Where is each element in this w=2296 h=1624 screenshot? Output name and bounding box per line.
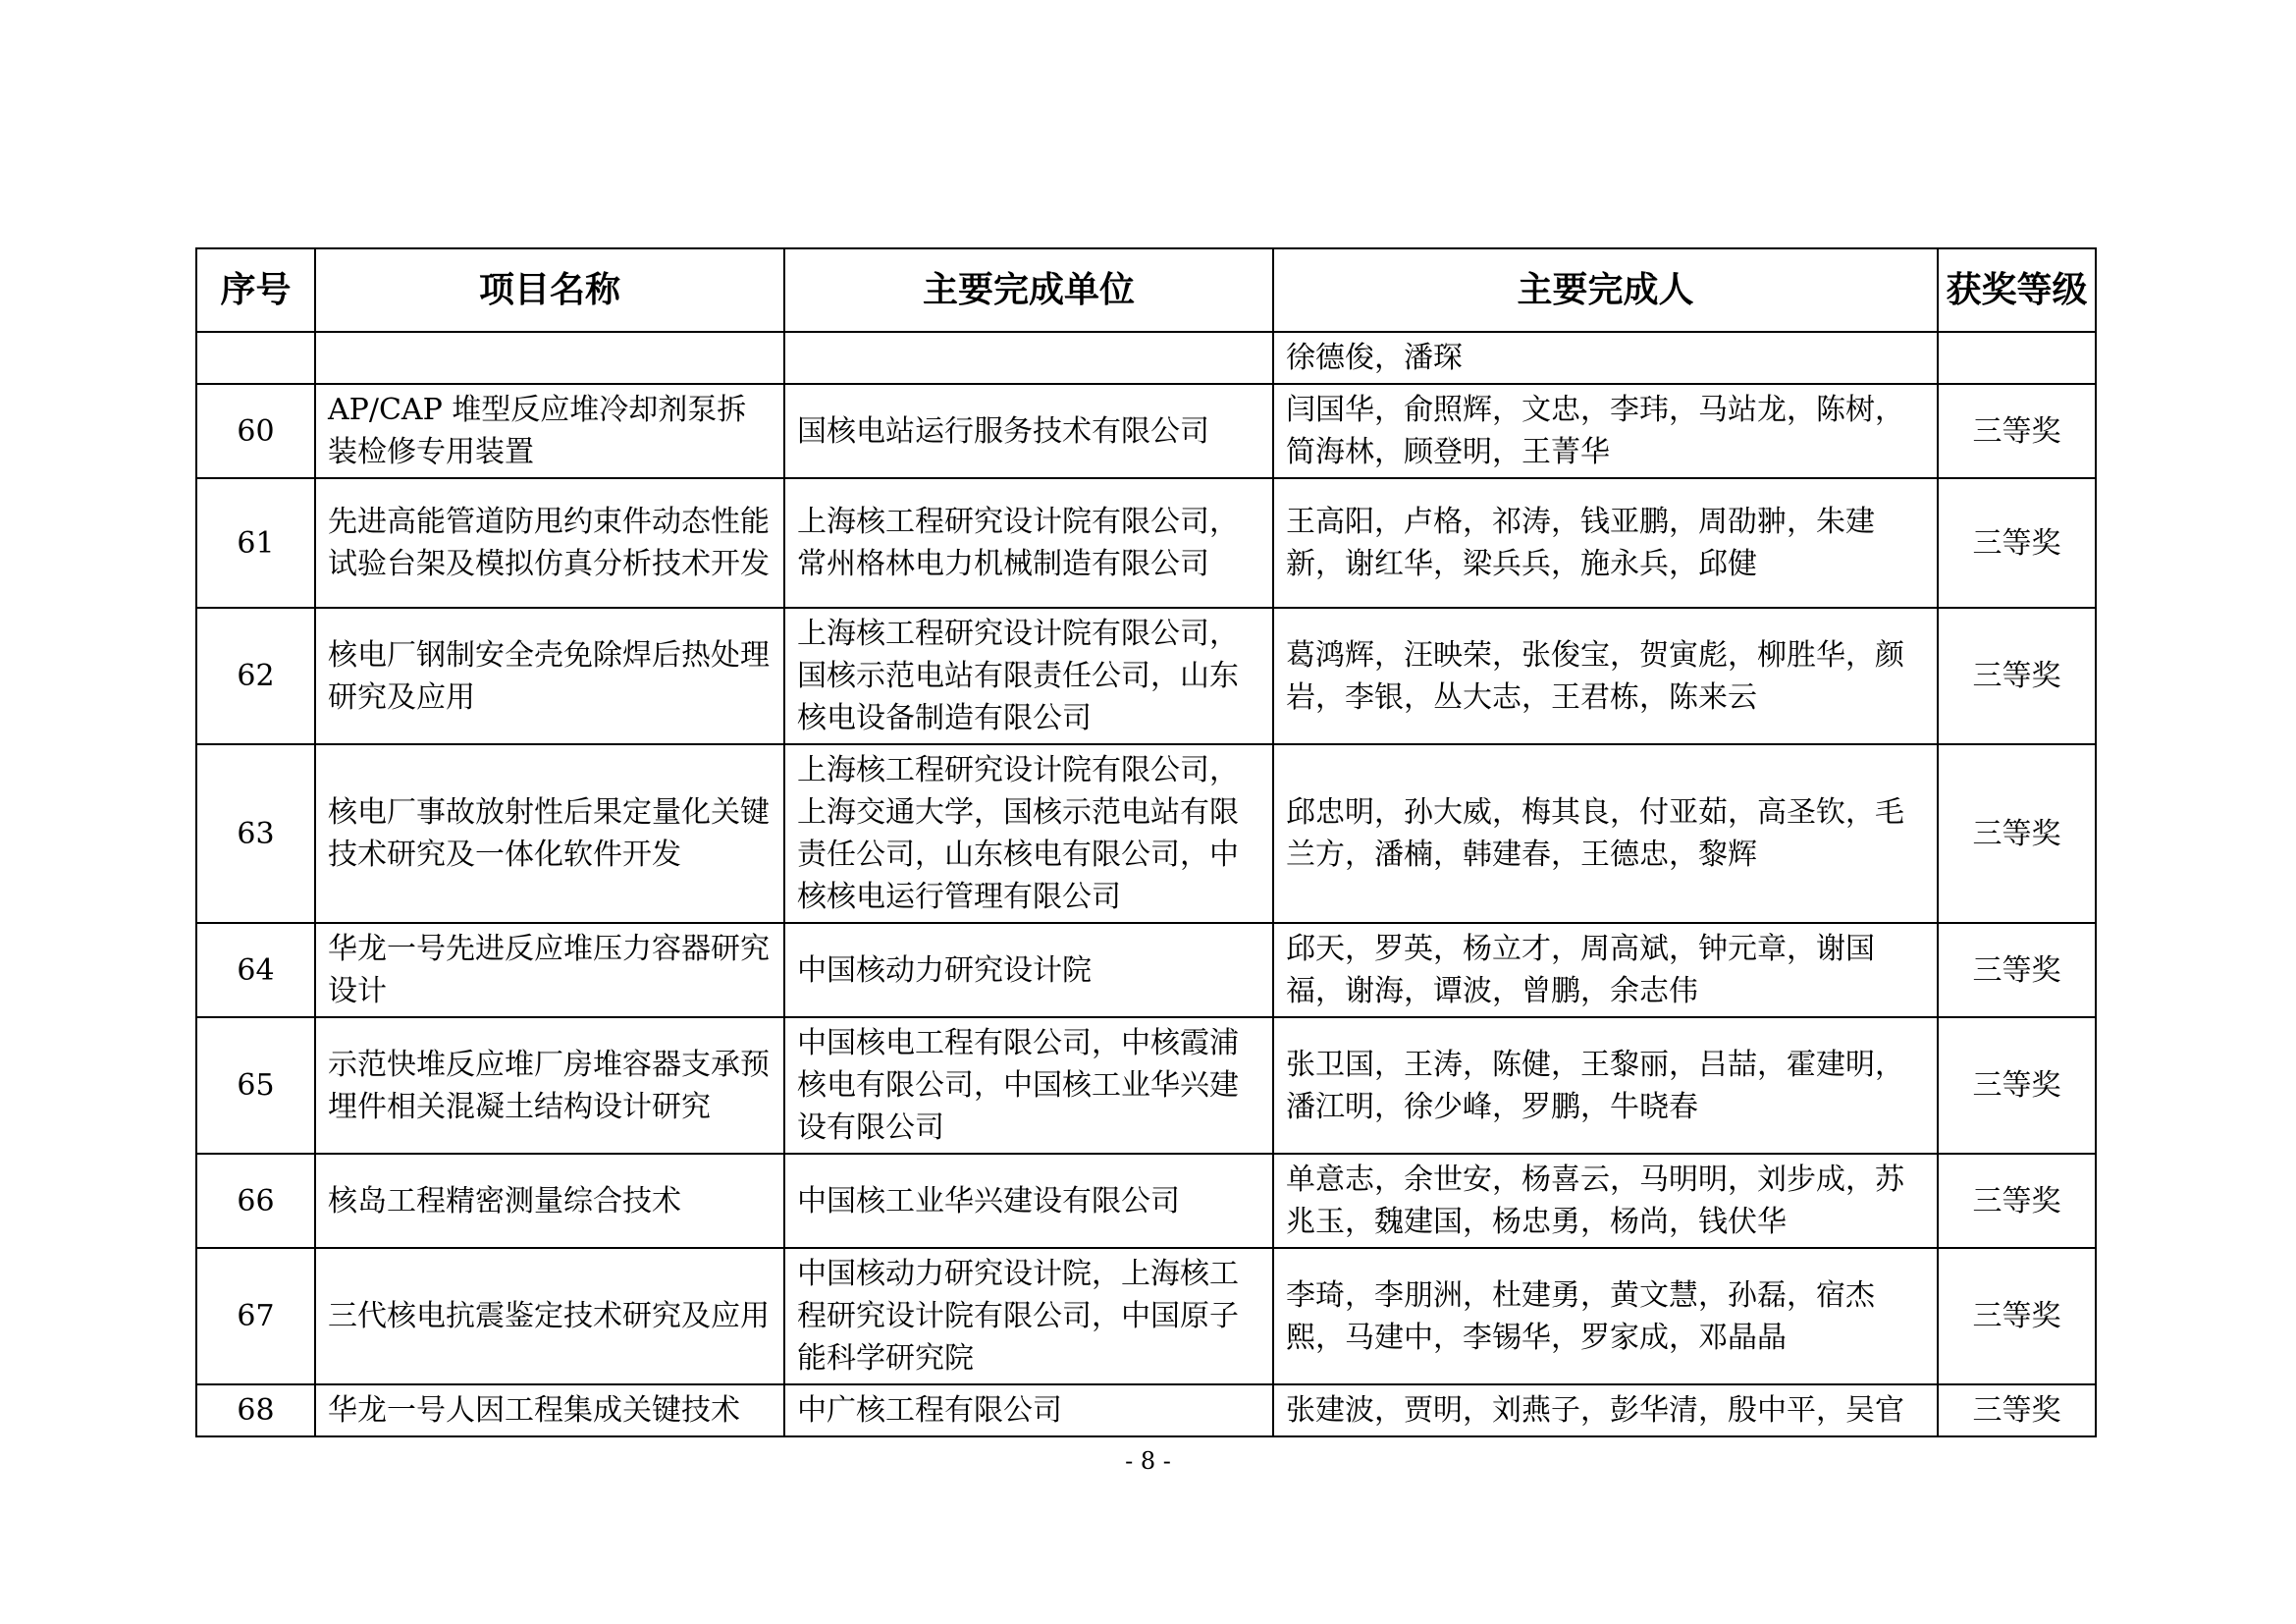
- row-project-name: [315, 332, 784, 384]
- row-main-units: 上海核工程研究设计院有限公司，国核示范电站有限责任公司，山东核电设备制造有限公司: [784, 608, 1273, 744]
- row-no: 66: [196, 1154, 315, 1248]
- row-award-level: [1938, 332, 2096, 384]
- row-no: 64: [196, 923, 315, 1017]
- row-award-level: 三等奖: [1938, 1248, 2096, 1384]
- row-main-units: [784, 332, 1273, 384]
- row-main-people: 李琦，李朋洲，杜建勇，黄文慧，孙磊，宿杰熙，马建中，李锡华，罗家成，邓晶晶: [1273, 1248, 1938, 1384]
- header-main-people: 主要完成人: [1273, 248, 1938, 332]
- row-main-units: 中国核电工程有限公司，中核霞浦核电有限公司，中国核工业华兴建设有限公司: [784, 1017, 1273, 1154]
- row-project-name: 三代核电抗震鉴定技术研究及应用: [315, 1248, 784, 1384]
- row-project-name: AP/CAP 堆型反应堆冷却剂泵拆装检修专用装置: [315, 384, 784, 478]
- row-main-units: 中广核工程有限公司: [784, 1384, 1273, 1436]
- table-row: [196, 923, 2096, 1017]
- row-main-units: 上海核工程研究设计院有限公司，常州格林电力机械制造有限公司: [784, 478, 1273, 608]
- table-row: [196, 478, 2096, 608]
- row-main-people: 王高阳，卢格，祁涛，钱亚鹏，周劭翀，朱建新，谢红华，梁兵兵，施永兵，邱健: [1273, 478, 1938, 608]
- row-project-name: 华龙一号先进反应堆压力容器研究设计: [315, 923, 784, 1017]
- row-award-level: 三等奖: [1938, 384, 2096, 478]
- row-no: 61: [196, 478, 315, 608]
- row-main-units: 国核电站运行服务技术有限公司: [784, 384, 1273, 478]
- header-no: 序号: [196, 248, 315, 332]
- row-main-people: 邱天，罗英，杨立才，周高斌，钟元章，谢国福，谢海，谭波，曾鹏，余志伟: [1273, 923, 1938, 1017]
- row-award-level: 三等奖: [1938, 1017, 2096, 1154]
- row-main-people: 张卫国，王涛，陈健，王黎丽，吕喆，霍建明，潘江明，徐少峰，罗鹏，牛晓春: [1273, 1017, 1938, 1154]
- row-main-people: 徐德俊，潘琛: [1273, 332, 1938, 384]
- header-project-name: 项目名称: [315, 248, 784, 332]
- row-project-name: 先进高能管道防甩约束件动态性能试验台架及模拟仿真分析技术开发: [315, 478, 784, 608]
- row-award-level: 三等奖: [1938, 608, 2096, 744]
- row-main-units: 中国核动力研究设计院，上海核工程研究设计院有限公司，中国原子能科学研究院: [784, 1248, 1273, 1384]
- table-row: [196, 608, 2096, 744]
- table-row: [196, 1384, 2096, 1436]
- row-no: 62: [196, 608, 315, 744]
- table-row: [196, 384, 2096, 478]
- page-number: - 8 -: [1125, 1447, 1171, 1475]
- header-main-units: 主要完成单位: [784, 248, 1273, 332]
- row-project-name: 核岛工程精密测量综合技术: [315, 1154, 784, 1248]
- row-no: 63: [196, 744, 315, 923]
- row-project-name: 核电厂钢制安全壳免除焊后热处理研究及应用: [315, 608, 784, 744]
- row-main-people: 闫国华，俞照辉，文忠，李玮，马站龙，陈树，简海林，顾登明，王菁华: [1273, 384, 1938, 478]
- row-no: [196, 332, 315, 384]
- table-header-row: [196, 248, 2096, 332]
- row-main-units: 上海核工程研究设计院有限公司，上海交通大学，国核示范电站有限责任公司，山东核电有限公司，中核核电运行管理有限公司: [784, 744, 1273, 923]
- row-no: 68: [196, 1384, 315, 1436]
- table-row: [196, 332, 2096, 384]
- table-row: [196, 1017, 2096, 1154]
- row-no: 65: [196, 1017, 315, 1154]
- table-row: [196, 1154, 2096, 1248]
- table-row: [196, 744, 2096, 923]
- header-award-level: 获奖等级: [1938, 248, 2096, 332]
- row-main-units: 中国核动力研究设计院: [784, 923, 1273, 1017]
- row-no: 60: [196, 384, 315, 478]
- row-project-name: 核电厂事故放射性后果定量化关键技术研究及一体化软件开发: [315, 744, 784, 923]
- row-main-people: 葛鸿辉，汪映荣，张俊宝，贺寅彪，柳胜华，颜岩，李银，丛大志，王君栋，陈来云: [1273, 608, 1938, 744]
- row-main-people: 单意志，余世安，杨喜云，马明明，刘步成，苏兆玉，魏建国，杨忠勇，杨尚，钱伏华: [1273, 1154, 1938, 1248]
- row-project-name: 示范快堆反应堆厂房堆容器支承预埋件相关混凝土结构设计研究: [315, 1017, 784, 1154]
- row-main-people: 邱忠明，孙大威，梅其良，付亚茹，高圣钦，毛兰方，潘楠，韩建春，王德忠，黎辉: [1273, 744, 1938, 923]
- row-award-level: 三等奖: [1938, 1384, 2096, 1436]
- row-main-people: 张建波，贾明，刘燕子，彭华清，殷中平，吴官: [1273, 1384, 1938, 1436]
- row-award-level: 三等奖: [1938, 923, 2096, 1017]
- table-row: [196, 1248, 2096, 1384]
- awards-table: [195, 247, 2097, 1437]
- row-award-level: 三等奖: [1938, 744, 2096, 923]
- row-award-level: 三等奖: [1938, 1154, 2096, 1248]
- row-award-level: 三等奖: [1938, 478, 2096, 608]
- row-project-name: 华龙一号人因工程集成关键技术: [315, 1384, 784, 1436]
- row-main-units: 中国核工业华兴建设有限公司: [784, 1154, 1273, 1248]
- row-no: 67: [196, 1248, 315, 1384]
